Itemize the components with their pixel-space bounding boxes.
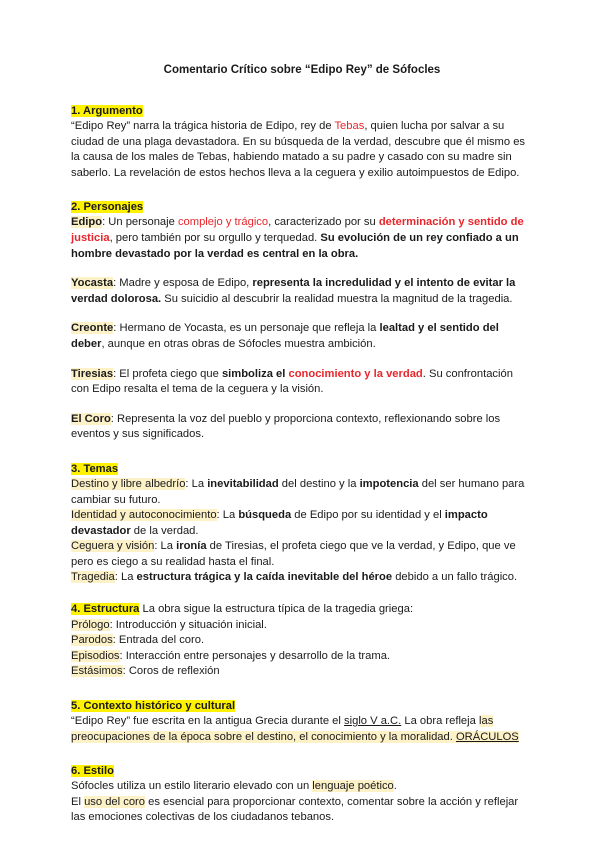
text-bold: representa la incredulidad y el intento de evitar la verdad dolorosa. <box>71 277 516 305</box>
section-estilo <box>71 761 533 826</box>
text: Su suicidio al descubrir la realidad muestra la magnitud de la tragedia. <box>161 292 513 305</box>
heading-estilo: 6. Estilo <box>71 765 114 778</box>
personaje-edipo <box>71 215 533 262</box>
text: , quien lucha por salvar a su ciudad de una plaga devastadora. En su búsqueda de la verdad, descubre que él mismo es la causa de los males de Tebas, habiendo matado a su padre y casado con su madre sin saberlo. La revelación de estos hechos lleva a la ceguera y exilio autoimpuestos de Edipo. <box>71 120 526 179</box>
text: : Entrada del coro. <box>112 634 205 647</box>
text: : La <box>114 571 137 584</box>
text: “Edipo Rey” fue escrita en la antigua Grecia durante el <box>71 715 345 728</box>
estructura-item <box>71 618 533 634</box>
estructura-intro <box>71 602 533 618</box>
highlight-text: uso del coro <box>84 795 146 808</box>
tema-destino <box>71 477 533 508</box>
text: debido a un fallo trágico. <box>392 571 518 584</box>
estructura-label: Estásimos <box>71 665 123 678</box>
estructura-item <box>71 649 533 665</box>
text: : La <box>154 540 177 553</box>
tema-label: Ceguera y visión <box>71 540 155 553</box>
text-bold: simboliza el <box>221 367 289 380</box>
text: : Introducción y situación inicial. <box>109 618 267 631</box>
text: : Madre y esposa de Edipo, <box>113 277 253 290</box>
tema-ceguera <box>71 539 533 570</box>
heading-argumento: 1. Argumento <box>71 105 143 117</box>
document-page <box>71 64 533 842</box>
text-bold: lealtad y el sentido del deber <box>71 322 499 350</box>
estructura-item <box>71 664 533 680</box>
text-bold: búsqueda <box>238 509 292 522</box>
name-creonte: Creonte <box>71 322 114 335</box>
name-yocasta: Yocasta <box>71 277 114 290</box>
contexto-paragraph <box>71 714 533 745</box>
highlight-text: lenguaje poético <box>312 780 394 793</box>
text: : La <box>185 477 208 490</box>
estructura-label: Episodios <box>71 649 120 662</box>
document-title: Comentario Crítico sobre “Edipo Rey” de Sófocles <box>163 64 441 76</box>
name-coro: El Coro <box>71 412 111 425</box>
text: “Edipo Rey” narra la trágica historia de Edipo, rey de <box>71 120 335 132</box>
tema-tragedia <box>71 570 533 586</box>
highlight-tebas: Tebas <box>334 120 365 132</box>
section-estructura <box>71 602 533 680</box>
text: , caracterizado por su <box>268 216 379 229</box>
text: de Tiresias, el profeta ciego que ve la verdad, y Edipo, que ve pero es ciego a su realidad hasta el final. <box>71 540 516 568</box>
personaje-coro <box>71 412 533 443</box>
text: del destino y la <box>278 477 360 490</box>
highlight-red-bold: determinación y sentido de justicia <box>71 216 524 244</box>
text: : Un personaje <box>102 216 178 229</box>
text-bold: Su evolución de un rey confiado a un hombre devastado por la verdad es central en la obra. <box>71 231 519 260</box>
text: del ser humano para cambiar su futuro. <box>71 477 525 506</box>
text: : Hermano de Yocasta, es un personaje que refleja la <box>113 322 380 335</box>
text: , aunque en otras obras de Sófocles muestra ambición. <box>101 337 376 350</box>
text: : La <box>216 509 239 522</box>
text: : El profeta ciego que <box>113 367 222 380</box>
highlight-text: las preocupaciones de la época sobre el destino, el conocimiento y la moralidad. <box>71 715 494 743</box>
text-bold: estructura trágica y la caída inevitable del héroe <box>136 571 393 584</box>
text: : Representa la voz del pueblo y proporciona contexto, reflexionando sobre los eventos y sus significados. <box>71 412 501 441</box>
section-contexto <box>71 696 533 745</box>
text: La obra refleja <box>401 715 479 728</box>
tema-label: Tragedia <box>71 571 115 584</box>
section-argumento <box>71 101 533 181</box>
text-bold: impacto devastador <box>71 509 488 537</box>
text: La obra sigue la estructura típica de la tragedia griega: <box>139 603 414 616</box>
text: . <box>393 780 397 793</box>
personaje-yocasta <box>71 276 533 307</box>
heading-estructura: 4. Estructura <box>71 603 140 616</box>
estructura-label: Parodos <box>71 634 113 647</box>
text: de Edipo por su identidad y el <box>291 509 445 522</box>
text: Sófocles utiliza un estilo literario elevado con un <box>71 780 313 793</box>
heading-contexto: 5. Contexto histórico y cultural <box>71 700 236 713</box>
text-bold: inevitabilidad <box>207 477 279 490</box>
estructura-item <box>71 633 533 649</box>
text: , pero también por su orgullo y terquedad. <box>109 231 321 244</box>
estructura-label: Prólogo <box>71 618 110 631</box>
estilo-paragraph-1 <box>71 779 533 795</box>
estilo-paragraph-2 <box>71 795 533 826</box>
personaje-creonte <box>71 321 533 352</box>
heading-temas: 3. Temas <box>71 462 119 475</box>
tema-label: Destino y libre albedrío <box>71 477 186 490</box>
argumento-paragraph <box>71 119 533 181</box>
text-bold: impotencia <box>359 477 419 490</box>
text: de la verdad. <box>130 524 199 537</box>
text: . Su confrontación con Edipo resalta el tema de la ceguera y la visión. <box>71 367 513 396</box>
highlight-red: complejo y trágico <box>177 216 269 229</box>
underlined-text: siglo V a.C. <box>344 715 402 728</box>
tema-label: Identidad y autoconocimiento <box>71 509 217 522</box>
highlight-red-bold: conocimiento y la verdad <box>288 367 423 380</box>
text: : Coros de reflexión <box>122 665 220 678</box>
section-personajes <box>71 197 533 443</box>
name-edipo: Edipo <box>71 216 103 229</box>
text: es esencial para proporcionar contexto, comentar sobre la acción y reflejar las emociones colectivas de los ciudadanos tebanos. <box>71 795 519 824</box>
text-bold: ironía <box>176 540 207 553</box>
tema-identidad <box>71 508 533 539</box>
section-temas <box>71 459 533 586</box>
oraculos-note: ORÁCULOS <box>455 730 519 743</box>
name-tiresias: Tiresias <box>71 367 114 380</box>
text: : Interacción entre personajes y desarrollo de la trama. <box>119 649 391 662</box>
text: El <box>71 795 85 808</box>
heading-personajes: 2. Personajes <box>71 201 144 214</box>
personaje-tiresias <box>71 367 533 398</box>
